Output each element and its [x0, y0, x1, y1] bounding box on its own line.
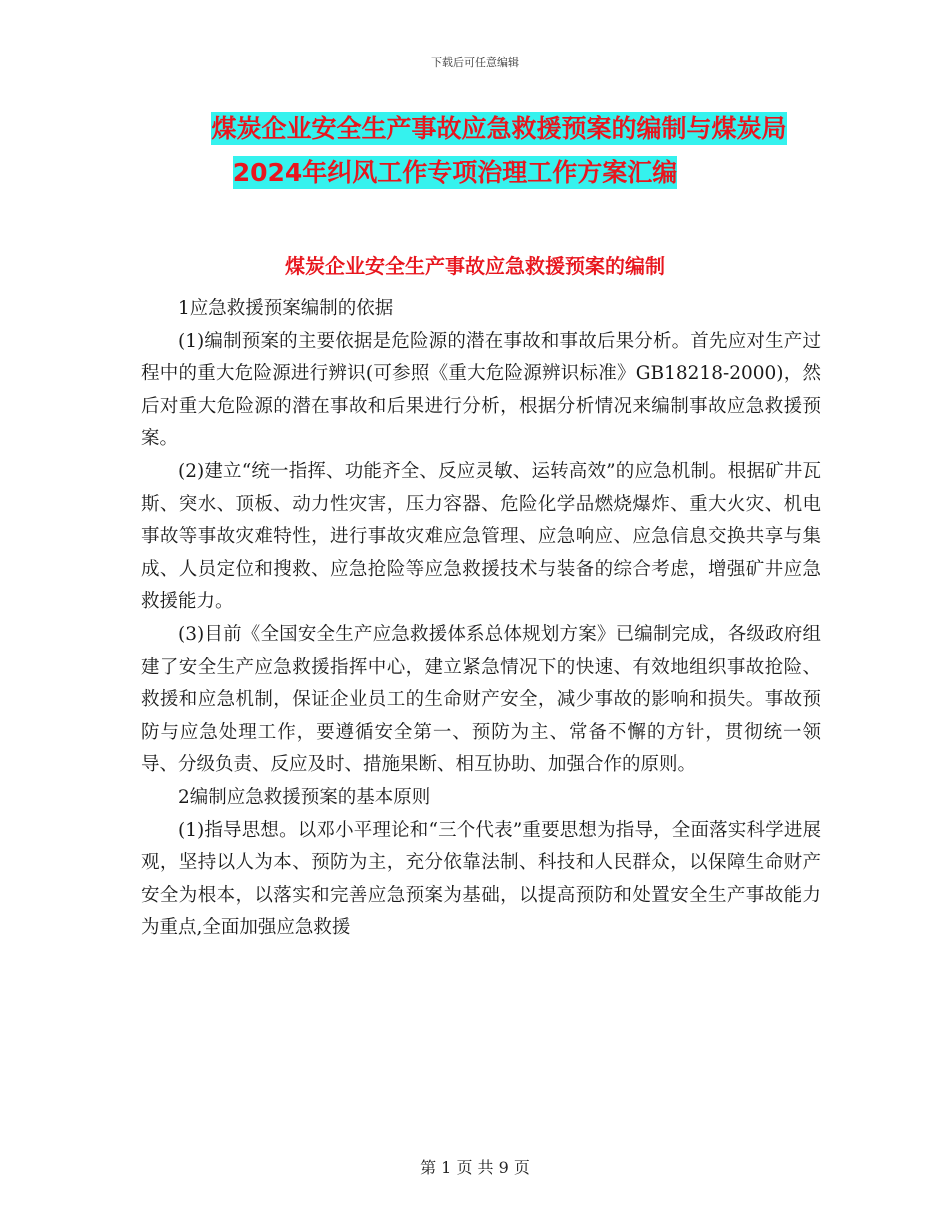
document-body	[141, 293, 821, 945]
paragraph: 2编制应急救援预案的基本原则	[178, 786, 431, 808]
paragraph: (1)编制预案的主要依据是危险源的潜在事故和事故后果分析。首先应对生产过程中的重大危险源进行辨识(可参照《重大危险源辨识标准》GB18218-2000)，然后对重大危险源的潜在事故和后果进行分析，根据分析情况来编制事故应急救援预案。	[141, 330, 821, 450]
document-title-text-1: 煤炭企业安全生产事故应急救援预案的编制与煤炭局	[211, 114, 787, 143]
section-title: 煤炭企业安全生产事故应急救援预案的编制	[285, 254, 665, 278]
page-number: 第 1 页 共 9 页	[420, 1158, 530, 1177]
paragraph: (1)指导思想。以邓小平理论和“三个代表”重要思想为指导，全面落实科学进展观，坚持以人为本、预防为主，充分依靠法制、科技和人民群众，以保障生命财产安全为根本，以落实和完善应急预案为基础，以提高预防和处置安全生产事故能力为重点,全面加强应急救援	[141, 819, 821, 939]
paragraph: (3)目前《全国安全生产应急救援体系总体规划方案》已编制完成，各级政府组建了安全生产应急救援指挥中心，建立紧急情况下的快速、有效地组织事故抢险、救援和应急机制，保证企业员工的生命财产安全，减少事故的影响和损失。事故预防与应急处理工作，要遵循安全第一、预防为主、常备不懈的方针，贯彻统一领导、分级负责、反应及时、措施果断、相互协助、加强合作的原则。	[141, 623, 821, 776]
paragraph: 1应急救援预案编制的依据	[178, 298, 394, 319]
page-header-note: 下载后可任意编辑	[431, 56, 519, 69]
document-title-line-1	[0, 111, 950, 147]
document-title-text-2: 2024年纠风工作专项治理工作方案汇编	[232, 158, 678, 187]
document-title-line-2	[0, 155, 950, 191]
paragraph: (2)建立“统一指挥、功能齐全、反应灵敏、运转高效”的应急机制。根据矿井瓦斯、突水、顶板、动力性灾害，压力容器、危险化学品燃烧爆炸、重大火灾、机电事故等事故灾难特性，进行事故灾难应急管理、应急响应、应急信息交换共享与集成、人员定位和搜救、应急抢险等应急救援技术与装备的综合考虑，增强矿井应急救援能力。	[141, 460, 821, 613]
